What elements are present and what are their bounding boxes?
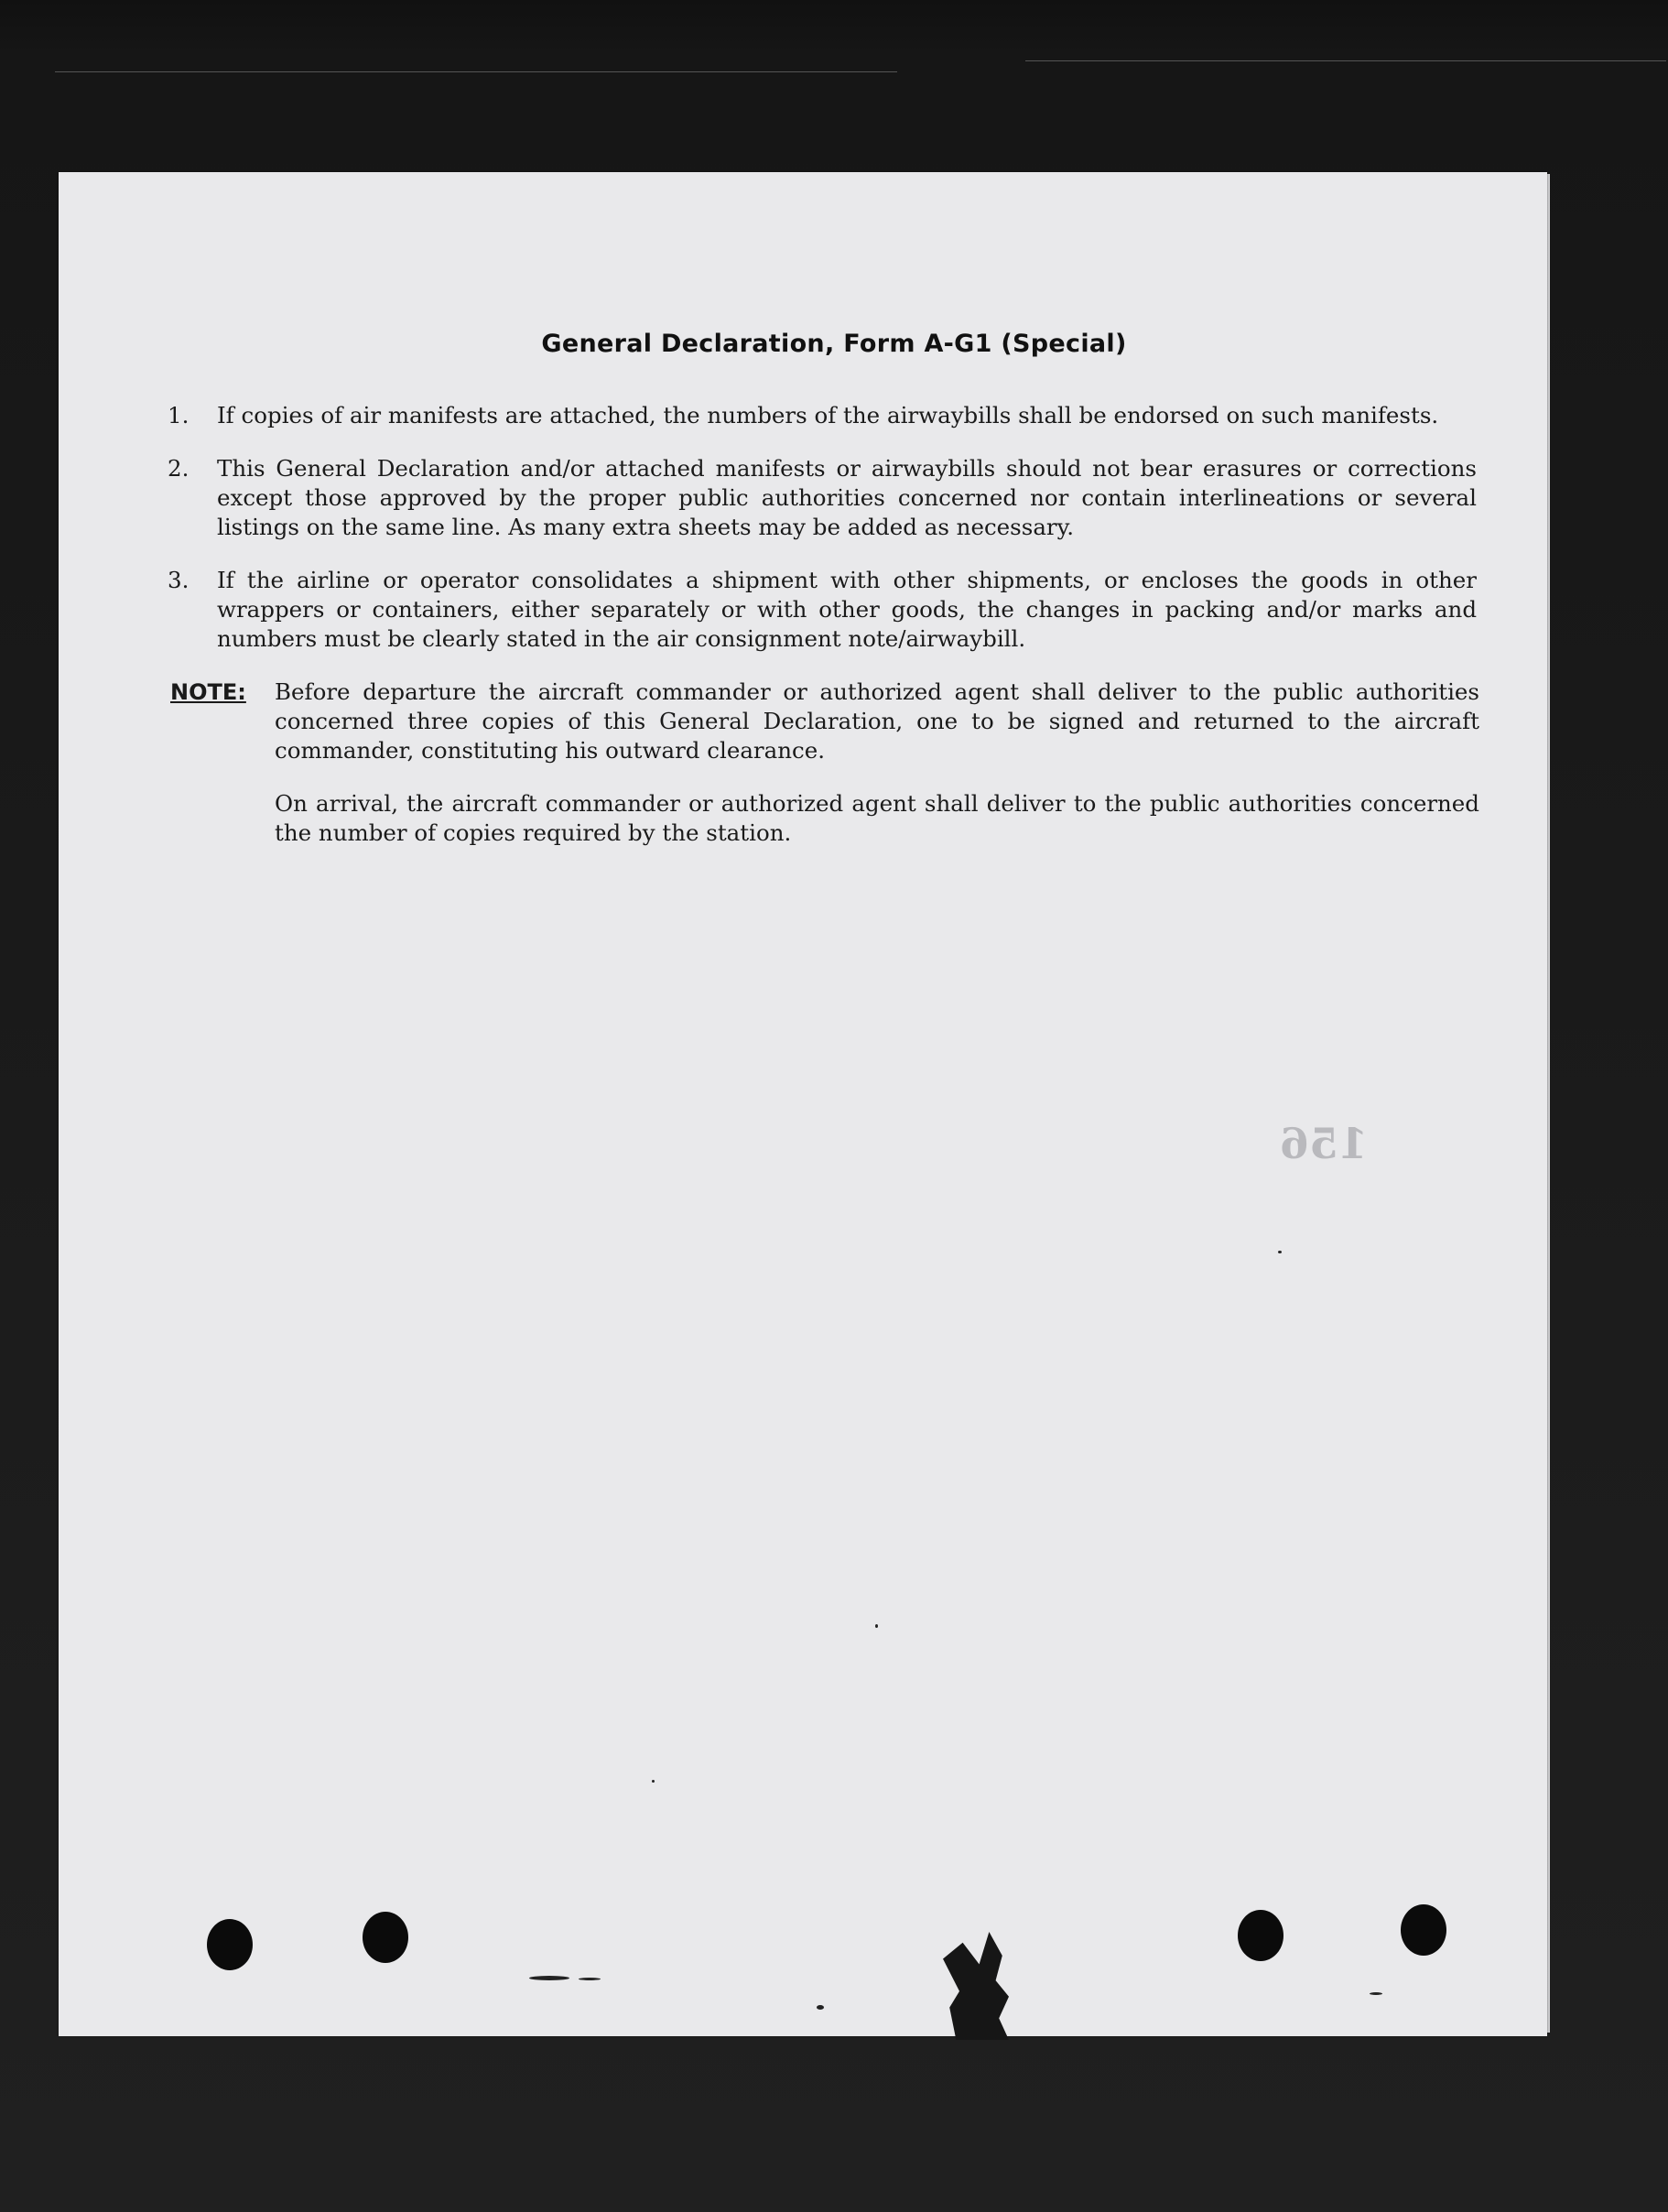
note-block <box>170 678 1479 848</box>
speck <box>579 1978 601 1980</box>
note-paragraph-1: Before departure the aircraft commander or authorized agent shall deliver to the public authorities concerned three copies of this General Declaration, one to be signed and returned to the aircraft commander, constituting his outward clearance. <box>275 678 1479 764</box>
document-title: General Declaration, Form A-G1 (Special) <box>541 330 1127 358</box>
instruction-item-1 <box>168 401 1477 430</box>
scan-artifact-line <box>55 71 897 72</box>
item-number: 2. <box>168 455 190 482</box>
punch-hole <box>207 1919 253 1970</box>
scan-artifact-line <box>1025 60 1666 61</box>
punch-hole <box>363 1912 408 1963</box>
speck <box>817 2005 824 2010</box>
punch-hole <box>1238 1910 1283 1961</box>
document-page <box>59 172 1547 2036</box>
item-text: If copies of air manifests are attached, the numbers of the airwaybills shall be endorsed on such manifests. <box>217 402 1439 428</box>
speck <box>1278 1251 1282 1253</box>
speck <box>652 1780 655 1783</box>
item-text: This General Declaration and/or attached manifests or airwaybills should not bear erasures or corrections except those approved by the proper public authorities concerned nor contain interlineations or several listings on the same line. As many extra sheets may be added as necessary. <box>217 455 1477 540</box>
punch-hole <box>1401 1904 1446 1956</box>
item-number: 3. <box>168 567 190 593</box>
speck <box>1370 1992 1382 1995</box>
item-number: 1. <box>168 402 190 428</box>
item-text: If the airline or operator consolidates a shipment with other shipments, or encloses the goods in other wrappers or containers, either separately or with other goods, the changes in packing and/or marks and numbers must be clearly stated in the air consignment note/airwaybill. <box>217 567 1477 652</box>
bleed-through-number: 156 <box>1280 1119 1369 1168</box>
speck <box>875 1624 878 1628</box>
note-label: NOTE: <box>170 679 246 705</box>
instruction-item-3 <box>168 566 1477 654</box>
instruction-item-2 <box>168 454 1477 542</box>
note-paragraph-2: On arrival, the aircraft commander or authorized agent shall deliver to the public authorities concerned the number of copies required by the station. <box>275 790 1479 846</box>
speck <box>529 1976 569 1980</box>
